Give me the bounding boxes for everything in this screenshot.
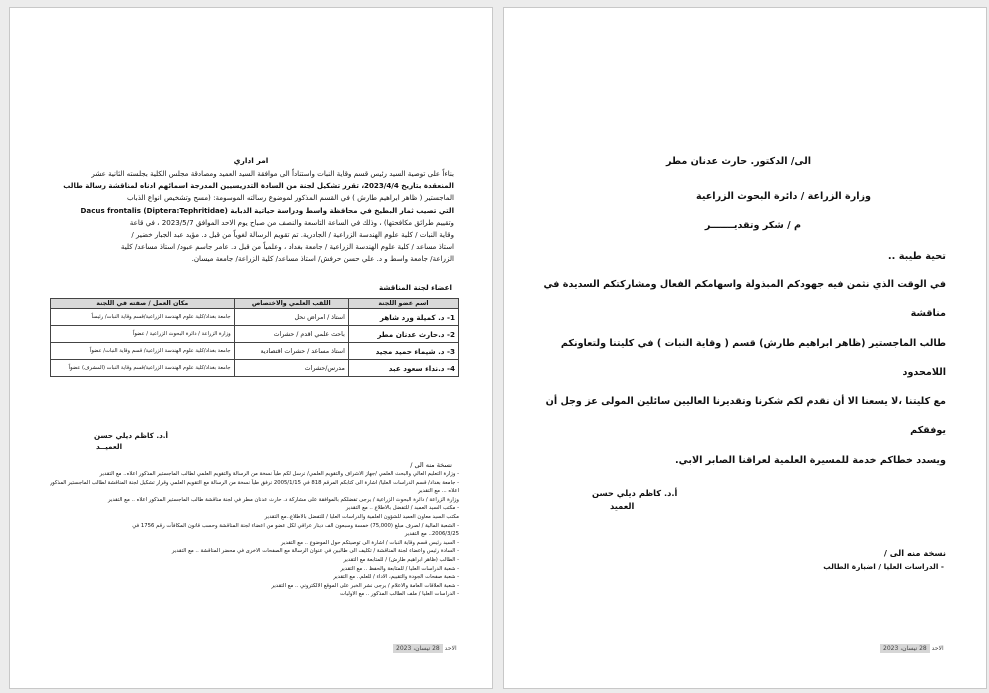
letter-subject: م / شكر وتقديـــــــر [704, 220, 801, 231]
header-member-name: اسم عضو اللجنة [348, 299, 458, 309]
list-item: - شعبة الدراسات العليا / للمتابعة والحفظ .. مع التقدير [340, 565, 459, 572]
list-item: - الطالب (ظاهر ابراهيم طارش) / للمتابعة مع التقدير [343, 556, 459, 563]
letter-greeting: تحية طيبة .. [887, 251, 946, 262]
dean-name: أ.د. كاظم ديلي حسن [592, 488, 678, 498]
member-title: استاذ / امراض نحل [234, 309, 348, 326]
letter-recipient: الى/ الدكتور. حارث عدنان مطر [666, 156, 811, 167]
list-item: - الدراسات العليا / اضبارة الطالب [823, 562, 944, 571]
page-left [10, 8, 492, 688]
footer-day: الاحد [444, 645, 457, 652]
table-row [51, 309, 459, 326]
list-item: اعلاه ... مع التقدير [418, 488, 459, 495]
list-item: - السيد رئيس قسم وقاية النبات / اشارة الى توصيتكم حول الموضوع .. مع التقدير [281, 539, 459, 546]
member-workplace: جامعة بغداد/كلية علوم الهندسة الزراعية/ قسم وقاية النبات/ عضواً [51, 343, 235, 360]
order-paragraph-line: بناءاً على توصية السيد رئيس قسم وقاية النبات واستناداً الى موافقة السيد العميد ومصادقة مجلس الكلية بجلسته الثانية عشر [91, 169, 454, 178]
order-title: امر اداري [233, 156, 269, 165]
dean-name: أ.د. كاظم ديلي حسن [94, 431, 168, 440]
footer-date: 28 نيسان، 2023 [880, 644, 930, 653]
member-title: استاذ مساعد / حشرات اقتصادية [234, 343, 348, 360]
table-row [51, 343, 459, 360]
order-paragraph-line: الماجستير ( ظاهر ابراهيم طارش ) في القسم المذكور لموضوع رسالته الموسومة: (مسح وتشخيص انواع الذباب [126, 193, 454, 203]
member-title: باحث علمي اقدم / حشرات [234, 326, 348, 343]
list-item: - وزارة التعليم العالي والبحث العلمي /جهاز الاشراف والتقويم العلمي/ نرسل لكم طياً نسخة من الرسالة والتقويم العلمي لطالب الماجستير المذكور اعلاه.. مع التقدير [99, 471, 459, 477]
letter-body-line: ويسدد خطاكم خدمة للمسيرة العلمية لعراقنا الصابر الابي. [675, 454, 946, 466]
order-paragraph-line: الزراعة/ جامعة واسط و د. علي حسن حرفش/ استاذ مساعد/ كلية الزراعة/ جامعة ميسان. [191, 254, 454, 264]
list-item: - السادة رئيس واعضاء لجنة المناقشة / تكليف الى طالبين في عنوان الرسالة مع الصفحات الاخرى في محضر المناقشة .. مع التقدير [171, 548, 459, 555]
list-item: - جامعة بغداد/ قسم الدراسات العليا/ اشارة الى كتابكم المرقم 818 في 2005/1/15 نرفق طياً نسخة من الرسالة مع التقويم العلمي وقرار تشكيل لجنة المناقشة لطالب الماجستير المذكور [50, 479, 459, 486]
order-paragraph-line: وتقييم طرائق مكافحتها) ، وذلك في الساعة التاسعة والنصف من صباح يوم الاحد الموافق 2023/5/7 ، في قاعة [129, 217, 454, 227]
list-item: - شعبة العلاقات العامة والاعلام / يرجى نشر الخبر على الموقع الالكتروني .. مع التقدير [271, 582, 459, 589]
page-right [504, 8, 986, 688]
list-item: - شعبة صفحات الجودة والتقييم، الاداء / للعلم.. مع التقدير [333, 574, 459, 581]
member-workplace: جامعة بغداد/كلية علوم الهندسة الزراعية/قسم وقاية النبات (المشرف) عضواً [51, 360, 235, 377]
page-footer [880, 645, 944, 652]
member-name: 4- د.نداء سعود عبد [348, 360, 458, 377]
member-workplace: جامعة بغداد/كلية علوم الهندسة الزراعية/قسم وقاية النبات/ رئيساً [51, 309, 235, 326]
dean-title: العميــد [96, 442, 123, 451]
order-paragraph-line: المنعقدة بتاريخ 2023/4/4، تقرر تشكيل لجنة من السادة التدريسيين المدرجة اسمائهم ادناه لمناقشة رسالة طالب [63, 181, 454, 191]
header-title: اللقب العلمي والاختصاص [234, 299, 348, 309]
order-paragraph-line: التي تصيب ثمار البطيخ في محافظة واسط ودراسة حياتية الذبابة Dacus frontalis (Diptera:Tephritidae) [80, 205, 454, 215]
list-item: - الدراسات العليا / ملف الطالب المذكور .. مع الاوليات [340, 591, 459, 598]
members-title: اعضاء لجنة المناقشة [379, 283, 452, 292]
footer-day: الاحد [931, 645, 944, 652]
member-title: مدرس/حشرات [234, 360, 348, 377]
order-paragraph-line: استاذ مساعد / كلية علوم الهندسة الزراعية / جامعة بغداد ، وعلمياً من قبل د. عامر جاسم عبود/ استاذ مساعد/ كلية [120, 242, 454, 252]
table-row [51, 360, 459, 377]
member-name: 3- د. شيماء حميد مجيد [348, 343, 458, 360]
letter-body-line: مع كليتنا ،لا يسعنا الا أن نقدم لكم شكرنا وتقديرنا العاليين سائلين المولى عز وجل أن يوفقكم [545, 396, 946, 437]
letter-body [534, 270, 946, 475]
copies-list [50, 470, 459, 599]
committee-table [50, 298, 459, 377]
letter-ministry: وزارة الزراعة / دائرة البحوث الزراعية [696, 191, 871, 202]
committee-table-header [51, 299, 459, 309]
letter-body-line: طالب الماجستير (ظاهر ابراهيم طارش) قسم ( وقاية النبات ) في كليتنا ولتعاونكم اللامحدود [560, 337, 946, 378]
page-footer [393, 645, 457, 652]
list-item: وزارة الزراعة / دائرة البحوث الزراعية / يرجى تفضلكم بالموافقة على مشاركة د. حارث عدنان مطر في لجنة مناقشة طالب الماجستير المذكور اعلاه .. مع التقدير [107, 496, 459, 503]
member-workplace: وزارة الزراعة / دائرة البحوث الزراعية / عضواً [51, 326, 235, 343]
member-name: 1- د. كميلة ورد شاهر [348, 309, 458, 326]
letter-body-line: في الوقت الذي نثمن فيه جهودكم المبذولة واسهامكم الفعال ومشاركتكم السديدة في مناقشة [543, 279, 946, 320]
list-item: 2006/3/25.. مع التقدير [404, 531, 459, 538]
footer-date: 28 نيسان، 2023 [393, 644, 443, 653]
order-paragraph-line: وقاية النبات / كلية علوم الهندسة الزراعية / الجادرية. تم تقويم الرسالة لغوياً من قبل د. مؤيد عبد الجبار خضير / [131, 230, 454, 240]
order-body [50, 168, 454, 266]
copies-title: نسخة منه الى / [883, 548, 946, 558]
list-item: - مكتب السيد العميد / للتفضل بالاطلاع .. مع التقدير [345, 505, 459, 512]
list-item: - الشعبة المالية / لصرف مبلغ (75,000) خمسة وسبعون الف دينار عراقي لكل عضو من اعضاء لجنة المناقشة وحسب قانون المكافآت رقم 1756 في [132, 522, 459, 529]
member-name: 2- د.حارث عدنان مطر [348, 326, 458, 343]
copies-title: نسخة منه الى / [410, 461, 452, 469]
table-row [51, 326, 459, 343]
dean-title: العميد [610, 501, 635, 511]
list-item: مكتب السيد معاون العميد للشؤون العلمية والدراسات العليا / للتفضل بالاطلاع..مع التقدير [264, 513, 459, 520]
header-workplace: مكان العمل / صفته في اللجنة [51, 299, 235, 309]
